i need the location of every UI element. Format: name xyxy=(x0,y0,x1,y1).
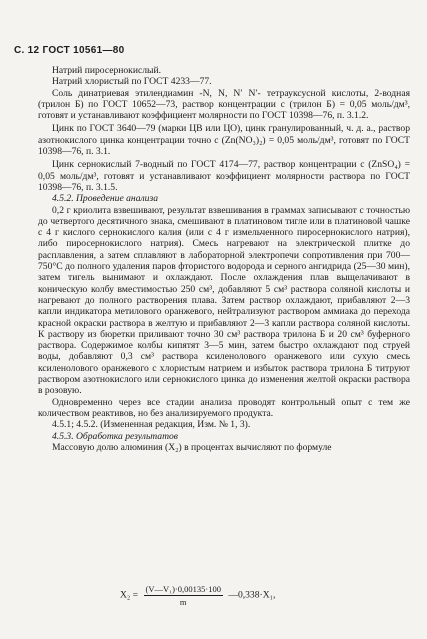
formula-lhs: X₂ = xyxy=(120,589,139,601)
paragraph-sodium-chloride: Натрий хлористый по ГОСТ 4233—77. xyxy=(52,76,212,88)
paragraph-zinc-sulfate: Цинк сернокислый 7-водный по ГОСТ 4174—77, раствор концентрации c (ZnSO₄) = 0,05 моль/дм³, готовят и устанавливают коэффициент молярности раствора по ГОСТ 10398—76, п. 3.1.5. xyxy=(38,159,410,193)
formula-fraction xyxy=(144,584,223,607)
page-header: С. 12 ГОСТ 10561—80 xyxy=(14,45,125,56)
formula-rhs: —0,338·X₁, xyxy=(228,589,276,601)
paragraph-formula-intro: Массовую долю алюминия (X₂) в процентах вычисляют по формуле xyxy=(52,441,332,453)
paragraph-revision-note: 4.5.1; 4.5.2. (Измененная редакция, Изм. № 1, 3). xyxy=(52,419,251,431)
paragraph-zinc: Цинк по ГОСТ 3640—79 (марки ЦВ или ЦО), цинк гранулированный, ч. д. а., раствор азотнокислого цинка концентрации точно c (Zn(NO₃)₂) = 0,05 моль/дм³, готовят по ГОСТ 10398—76, п. 3.1. xyxy=(38,123,410,158)
paragraph-trilon-b: Соль динатриевая этилендиамин -N, N, N′ N′- тетрауксусной кислоты, 2-водная (трилон Б) по ГОСТ 10652—73, раствор концентрации c (трилон Б) = 0,05 моль/дм³, готовят и устанавливают коэффициент молярности по ГОСТ 10398—76, п. 3.1.2. xyxy=(38,87,410,122)
section-heading-results: 4.5.3. Обработка результатов xyxy=(52,430,178,442)
paragraph-control-experiment: Одновременно через все стадии анализа проводят контрольный опыт с тем же количеством реактивов, но без анализируемого продукта. xyxy=(38,396,410,419)
formula xyxy=(120,584,275,607)
paragraph-analysis-procedure: 0,2 г криолита взвешивают, результат взвешивания в граммах записывают с точностью до четвертого десятичного знака, смешивают в платиновом тигле или в платиновой чашке с 4 г кислого сернокислого калия (или с 4 г измельченного пиросернокислого натрия), либо пиросернокислого натрия). Смесь нагревают на электрической плитке до расплавления, а затем сплавляют в лабораторной электропечи сопротивления при 700—750°С до полного удаления паров фтористого водорода и серного ангидрида (25—30 мин), затем тигель вынимают и охлаждают. После охлаждения плав выщелачивают в коническую колбу вместимостью 250 см³, добавляют 5 см³ раствора соляной кислоты и нагревают до полного растворения плава. Затем раствор охлаждают, прибавляют 2—3 капли индикатора метилового оранжевого, нейтрализуют раствором аммиака до перехода красной окраски раствора в желтую и прибавляют 2—3 капли раствора соляной кислоты. К раствору из бюретки приливают точно 30 см³ раствора трилона Б и 20 см³ буферного раствора. Содержимое колбы кипятят 3—5 мин, затем быстро охлаждают под струей воды, добавляют 0,3 см³ раствора ксиленолового оранжевого или сухую смесь ксиленолового оранжевого с хлористым натрием и избыток раствора трилона Б титруют раствором азотнокислого или сернокислого цинка до изменения желтой окраски раствора в розовую. xyxy=(38,204,410,397)
section-heading-analysis: 4.5.2. Проведение анализа xyxy=(52,193,159,205)
paragraph-sodium-pyrosulfate: Натрий пиросернокислый. xyxy=(52,65,161,76)
formula-denominator: m xyxy=(179,597,187,607)
document-body xyxy=(38,65,410,453)
formula-numerator: (V—V₁)·0,00135·100 xyxy=(145,584,221,594)
